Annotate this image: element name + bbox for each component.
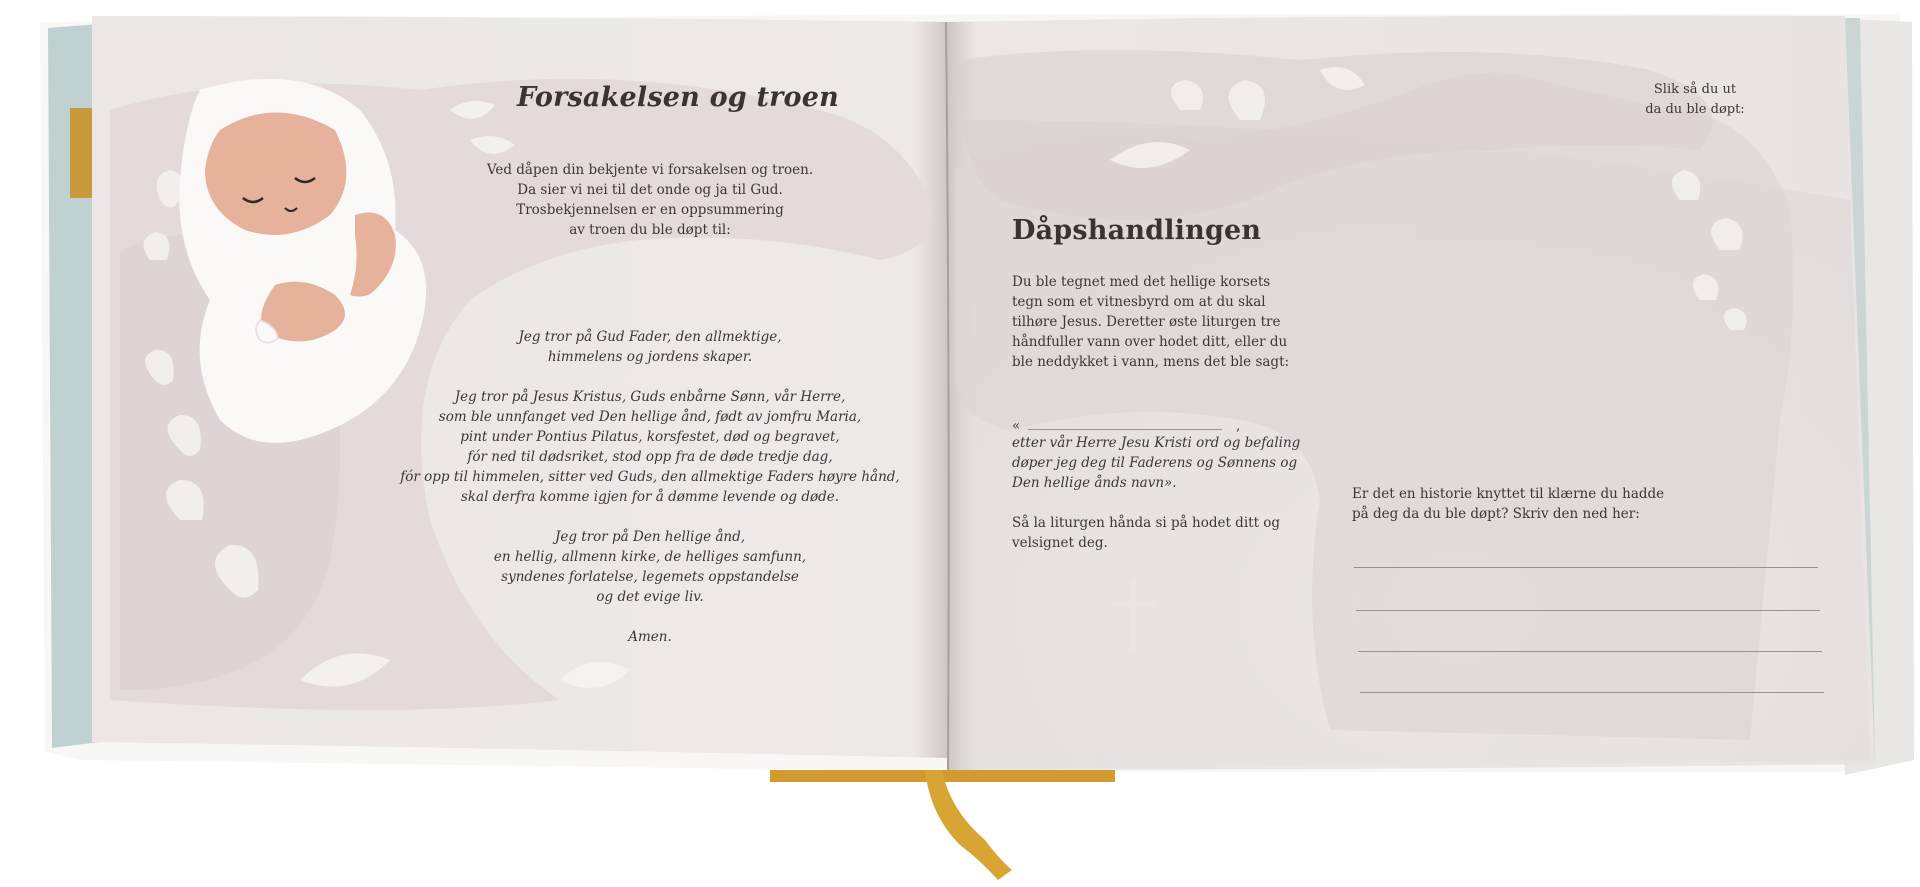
bookmark-ribbon	[925, 770, 1012, 880]
writing-line[interactable]	[1360, 692, 1824, 693]
paragraph-line: Du ble tegnet med det hellige korsets	[1012, 274, 1271, 290]
caption-line: da du ble døpt:	[1645, 102, 1745, 117]
prompt-line: Er det en historie knyttet til klærne du hadde	[1352, 486, 1665, 502]
prompt-line: på deg da du ble døpt? Skriv den ned her:	[1352, 506, 1640, 522]
creed-line: og det evige liv.	[596, 589, 704, 605]
creed-line: som ble unnfanget ved Den hellige ånd, født av jomfru Maria,	[438, 409, 862, 425]
intro-line: Da sier vi nei til det onde og ja til Gud.	[517, 182, 783, 198]
caption-line: Slik så du ut	[1653, 82, 1737, 97]
paragraph-line: håndfuller vann over hodet ditt, eller du	[1012, 334, 1288, 350]
creed-line: en hellig, allmenn kirke, de helliges samfunn,	[493, 549, 807, 565]
photo-caption	[1620, 80, 1770, 120]
creed-line: Jeg tror på Gud Fader, den allmektige,	[518, 329, 782, 345]
left-page-intro	[470, 160, 830, 240]
right-page-paragraph	[1012, 272, 1342, 372]
intro-line: Trosbekjennelsen er en oppsummering	[516, 202, 784, 218]
name-blank-line[interactable]	[1028, 429, 1222, 430]
creed-stanza	[390, 527, 910, 607]
creed-line: Jeg tror på Jesus Kristus, Guds enbårne Sønn, vår Herre,	[454, 389, 846, 405]
formula-line: døper jeg deg til Faderens og Sønnens og	[1012, 455, 1298, 471]
creed-line: fór opp til himmelen, sitter ved Guds, den allmektige Faders høyre hånd,	[400, 469, 900, 485]
creed-line: Jeg tror på Den hellige ånd,	[554, 529, 746, 545]
paragraph-line: tegn som et vitnesbyrd om at du skal	[1012, 294, 1266, 310]
baptism-formula	[1012, 433, 1342, 493]
intro-line: Ved dåpen din bekjente vi forsakelsen og troen.	[486, 162, 814, 178]
paragraph-line: ble neddykket i vann, mens det ble sagt:	[1012, 354, 1290, 370]
quote-open-mark: «	[1012, 418, 1021, 434]
formula-line: Den hellige ånds navn».	[1012, 475, 1177, 491]
formula-line: etter vår Herre Jesu Kristi ord og befaling	[1012, 435, 1301, 451]
creed-line: Amen.	[628, 629, 672, 645]
creed-line: pint under Pontius Pilatus, korsfestet, død og begravet,	[460, 429, 840, 445]
creed-line: himmelens og jordens skaper.	[547, 349, 753, 365]
writing-line[interactable]	[1358, 651, 1822, 652]
quote-comma: ,	[1236, 418, 1241, 434]
intro-line: av troen du ble døpt til:	[569, 222, 731, 238]
creed-stanza	[390, 327, 910, 367]
creed-text	[390, 327, 910, 667]
writing-line[interactable]	[1356, 610, 1820, 611]
blessing-text	[1012, 513, 1342, 553]
creed-line: syndenes forlatelse, legemets oppstandelse	[501, 569, 799, 585]
creed-line: skal derfra komme igjen for å dømme levende og døde.	[460, 489, 840, 505]
story-prompt	[1352, 484, 1682, 524]
writing-line[interactable]	[1354, 567, 1818, 568]
blessing-line: Så la liturgen hånda si på hodet ditt og	[1012, 515, 1281, 531]
blessing-line: velsignet deg.	[1012, 535, 1108, 551]
paragraph-line: tilhøre Jesus. Deretter øste liturgen tre	[1012, 314, 1281, 330]
right-page-title: Dåpshandlingen	[1012, 215, 1262, 246]
creed-stanza	[390, 627, 910, 647]
creed-stanza	[390, 387, 910, 507]
left-page-title: Forsakelsen og troen	[517, 82, 839, 113]
cover-edge-mark	[70, 108, 92, 198]
creed-line: fór ned til dødsriket, stod opp fra de døde tredje dag,	[467, 449, 833, 465]
